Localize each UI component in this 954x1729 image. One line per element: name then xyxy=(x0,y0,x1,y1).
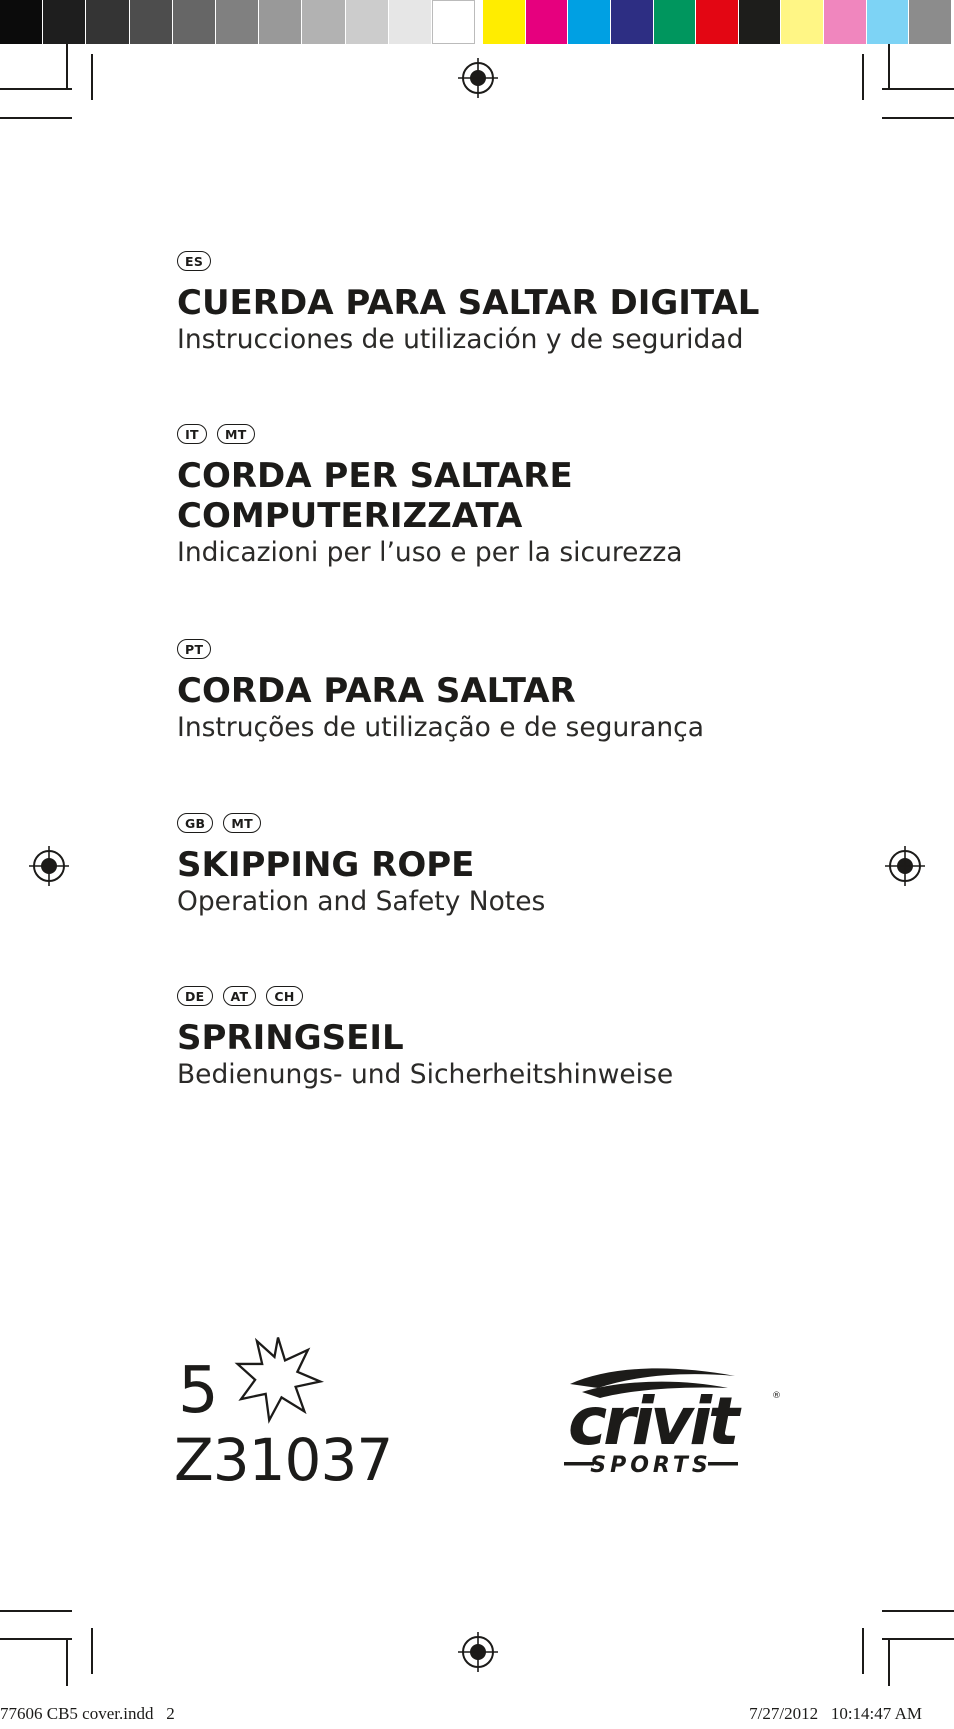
section-it-mt xyxy=(177,424,683,570)
color-swatch xyxy=(130,0,173,44)
star-outline-icon xyxy=(234,1334,322,1422)
language-badge-pt: PT xyxy=(177,639,211,659)
language-badges xyxy=(177,986,673,1012)
language-badge-at: AT xyxy=(223,986,257,1006)
color-swatch xyxy=(909,0,952,44)
color-swatch xyxy=(654,0,697,44)
product-title: SKIPPING ROPE xyxy=(177,845,475,885)
language-badges xyxy=(177,251,759,277)
color-swatch xyxy=(526,0,569,44)
star-rating-number: 5 xyxy=(178,1354,219,1428)
product-subtitle: Bedienungs- und Sicherheitshinweise xyxy=(177,1059,674,1090)
crivit-sports-logo xyxy=(560,1362,780,1482)
color-swatch xyxy=(43,0,86,44)
language-badges xyxy=(177,424,683,450)
brand-tagline: SPORTS xyxy=(590,1453,712,1478)
product-title: CORDA PARA SALTAR xyxy=(177,671,576,711)
registration-mark-icon xyxy=(458,58,498,98)
color-swatch xyxy=(568,0,611,44)
color-swatch xyxy=(739,0,782,44)
model-number: Z31037 xyxy=(174,1426,393,1494)
color-swatch xyxy=(0,0,43,44)
language-badges xyxy=(177,813,545,839)
section-es xyxy=(177,251,759,357)
section-gb-mt xyxy=(177,813,545,919)
language-badge-ch: CH xyxy=(266,986,302,1006)
registration-mark-icon xyxy=(29,846,69,886)
language-badge-mt: MT xyxy=(223,813,261,833)
color-swatch xyxy=(781,0,824,44)
color-swatch xyxy=(259,0,302,44)
section-pt xyxy=(177,639,704,745)
product-title: CUERDA PARA SALTAR DIGITAL xyxy=(177,283,760,323)
language-badge-de: DE xyxy=(177,986,213,1006)
product-title-line-2: COMPUTERIZZATA xyxy=(177,496,523,536)
color-swatch xyxy=(346,0,389,44)
color-swatch xyxy=(867,0,910,44)
color-swatch xyxy=(611,0,654,44)
registered-mark: ® xyxy=(772,1391,781,1401)
color-swatch xyxy=(216,0,259,44)
product-subtitle: Indicazioni per l’uso e per la sicurezza xyxy=(177,537,683,568)
language-badge-it: IT xyxy=(177,424,207,444)
language-badge-mt: MT xyxy=(217,424,255,444)
product-subtitle: Operation and Safety Notes xyxy=(177,886,546,917)
color-swatch xyxy=(389,0,432,44)
color-swatch xyxy=(302,0,345,44)
color-swatch xyxy=(696,0,739,44)
color-swatch xyxy=(86,0,129,44)
product-title-line-1: CORDA PER SALTARE xyxy=(177,456,573,496)
product-subtitle: Instruções de utilização e de segurança xyxy=(177,712,704,743)
color-calibration-bar xyxy=(0,0,954,44)
color-swatch xyxy=(173,0,216,44)
color-swatch xyxy=(824,0,867,44)
section-de-at-ch xyxy=(177,986,673,1092)
color-swatch xyxy=(483,0,526,44)
registration-mark-icon xyxy=(458,1632,498,1672)
brand-name: crivit xyxy=(568,1383,736,1460)
product-title: SPRINGSEIL xyxy=(177,1018,404,1058)
color-swatch xyxy=(432,0,475,44)
slug-timestamp: 7/27/2012 10:14:47 AM xyxy=(749,1704,922,1723)
language-badges xyxy=(177,639,704,665)
product-subtitle: Instrucciones de utilización y de seguridad xyxy=(177,324,744,355)
slug-file-info: 77606 CB5 cover.indd 2 xyxy=(0,1704,175,1723)
registration-mark-icon xyxy=(885,846,925,886)
language-badge-es: ES xyxy=(177,251,211,271)
language-badge-gb: GB xyxy=(177,813,213,833)
